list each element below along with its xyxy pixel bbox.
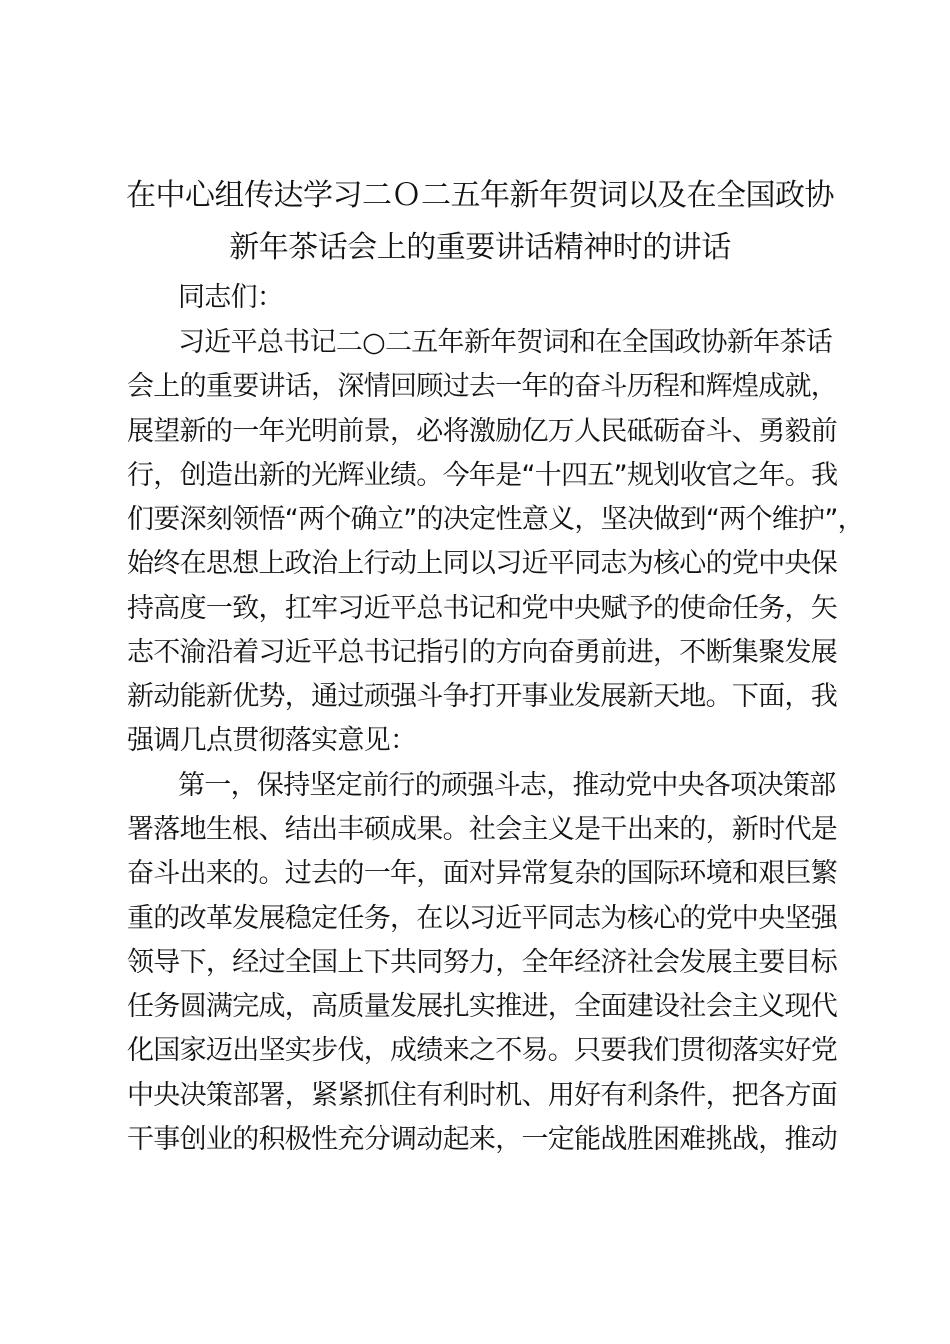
paragraph-1-line: 们要深刻领悟“两个确立”的决定性意义，坚决做到“两个维护”， bbox=[127, 504, 864, 535]
paragraph-2-line: 干事创业的积极性充分调动起来，一定能战胜困难挑战，推动 bbox=[127, 1124, 838, 1155]
paragraph-2-line: 第一，保持坚定前行的顽强斗志，推动党中央各项决策部 bbox=[178, 770, 836, 801]
paragraph-1-line: 持高度一致，扛牢习近平总书记和党中央赋予的使命任务，矢 bbox=[127, 593, 838, 624]
paragraph-1-line: 行，创造出新的光辉业绩。今年是“十四五”规划收官之年。我 bbox=[127, 460, 838, 491]
paragraph-2-line: 奋斗出来的。过去的一年，面对异常复杂的国际环境和艰巨繁 bbox=[127, 858, 838, 889]
paragraph-2-line: 署落地生根、结出丰硕成果。社会主义是干出来的，新时代是 bbox=[127, 814, 838, 845]
document-title-line-2: 新年茶话会上的重要讲话精神时的讲话 bbox=[229, 230, 731, 265]
paragraph-2-line: 任务圆满完成，高质量发展扎实推进，全面建设社会主义现代 bbox=[127, 991, 838, 1022]
paragraph-1-line: 习近平总书记二○二五年新年贺词和在全国政协新年茶话 bbox=[178, 327, 833, 358]
paragraph-2-line: 领导下，经过全国上下共同努力，全年经济社会发展主要目标 bbox=[127, 947, 838, 978]
paragraph-1-line: 新动能新优势，通过顽强斗争打开事业发展新天地。下面，我 bbox=[127, 681, 838, 712]
paragraph-1-line: 始终在思想上政治上行动上同以习近平同志为核心的党中央保 bbox=[127, 548, 838, 579]
paragraph-1-line: 强调几点贯彻落实意见： bbox=[127, 725, 417, 756]
salutation: 同志们： bbox=[178, 282, 284, 313]
paragraph-1-line: 会上的重要讲话，深情回顾过去一年的奋斗历程和辉煌成就， bbox=[127, 371, 838, 402]
paragraph-2-line: 重的改革发展稳定任务，在以习近平同志为核心的党中央坚强 bbox=[127, 903, 838, 934]
paragraph-2-line: 化国家迈出坚实步伐，成绩来之不易。只要我们贯彻落实好党 bbox=[127, 1035, 838, 1066]
paragraph-1-line: 志不渝沿着习近平总书记指引的方向奋勇前进，不断集聚发展 bbox=[127, 637, 838, 668]
document-title-line-1: 在中心组传达学习二Ｏ二五年新年贺词以及在全国政协 bbox=[126, 178, 834, 213]
paragraph-1-line: 展望新的一年光明前景，必将激励亿万人民砥砺奋斗、勇毅前 bbox=[127, 416, 838, 447]
paragraph-2-line: 中央决策部署，紧紧抓住有利时机、用好有利条件，把各方面 bbox=[127, 1080, 838, 1111]
